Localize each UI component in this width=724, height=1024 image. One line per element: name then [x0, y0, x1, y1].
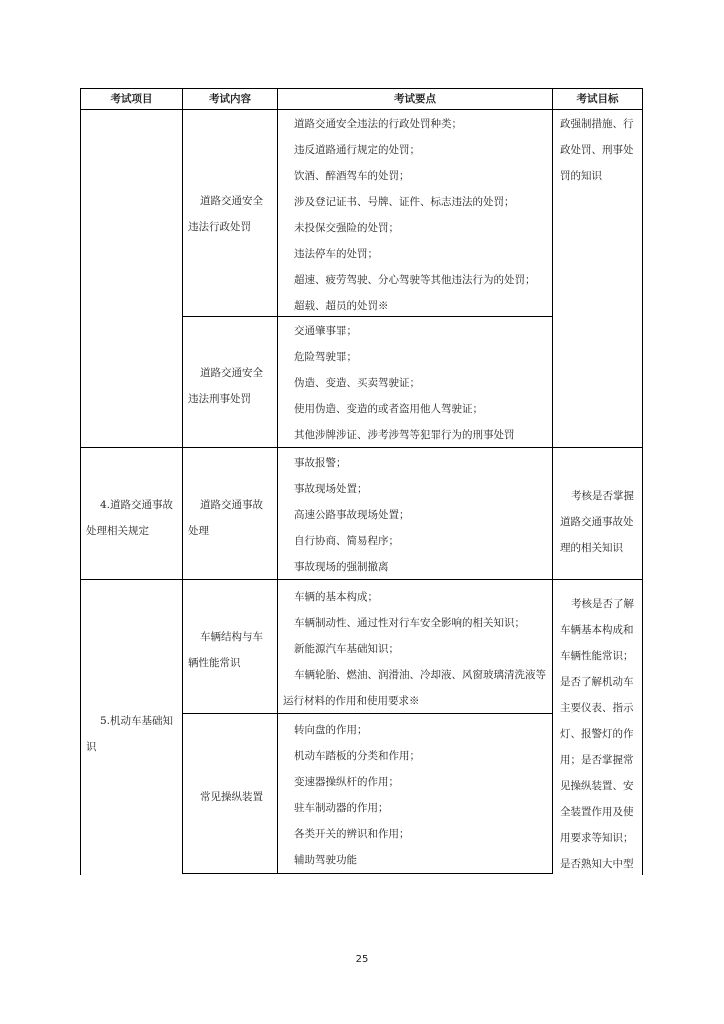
point-line: 事故现场处置；	[294, 483, 368, 495]
point-line: 驻车制动器的作用；	[294, 802, 389, 814]
point-line: 辅助驾驶功能	[294, 854, 357, 866]
point-line: 机动车踏板的分类和作用；	[294, 750, 420, 762]
point-line: 高速公路事故现场处置；	[294, 509, 410, 521]
item-5: 5.机动车基础知识	[86, 715, 174, 753]
point-line: 事故报警；	[294, 457, 347, 469]
point-line: 交通肇事罪；	[294, 325, 357, 337]
column-header-item: 考试项目	[110, 93, 153, 105]
point-line: 饮酒、醉酒驾车的处罚；	[294, 170, 410, 182]
table-line	[277, 88, 278, 874]
page-number: 25	[355, 954, 369, 965]
point-line: 其他涉牌涉证、涉考涉驾等犯罪行为的刑事处罚	[294, 429, 515, 441]
point-line: 变速器操纵杆的作用；	[294, 776, 399, 788]
point-line: 各类开关的辨识和作用；	[294, 828, 410, 840]
table-line	[182, 873, 552, 874]
admin-penalty-content: 道路交通安全违法行政处罚	[188, 195, 263, 233]
point-line: 车辆轮胎、燃油、润滑油、冷却液、风窗玻璃清洗液等运行材料的作用和使用要求※	[283, 669, 546, 707]
content-controls: 常见操纵装置	[200, 791, 263, 803]
point-line: 未投保交强险的处罚；	[294, 222, 399, 234]
goal-block5: 考核是否了解车辆基本构成和车辆性能常识；是否了解机动车主要仪表、指示灯、报警灯的作用；是否掌握常见操纵装置、安全装置作用及使用要求等知识；是否熟知大中型	[560, 598, 634, 870]
table-line	[80, 109, 643, 110]
point-line: 自行协商、简易程序；	[294, 535, 399, 547]
criminal-penalty-content: 道路交通安全违法刑事处罚	[188, 367, 263, 405]
point-line: 事故现场的强制撤离	[294, 561, 389, 573]
point-line: 新能源汽车基础知识；	[294, 643, 399, 655]
point-line: 超载、超员的处罚※	[294, 300, 389, 312]
table-line	[552, 88, 553, 874]
point-line: 涉及登记证书、号牌、证件、标志违法的处罚；	[294, 196, 515, 208]
content-vehicle-structure: 车辆结构与车辆性能常识	[188, 631, 263, 669]
point-line: 危险驾驶罪；	[294, 351, 357, 363]
content-accident-handling: 道路交通事故处理	[188, 499, 263, 537]
point-line: 违法停车的处罚；	[294, 248, 378, 260]
item-4: 4.道路交通事故处理相关规定	[86, 499, 174, 537]
point-line: 车辆的基本构成；	[294, 591, 378, 603]
goal-block1: 政强制措施、行政处罚、刑事处罚的知识	[560, 118, 634, 182]
point-line: 违反道路通行规定的处罚；	[294, 144, 420, 156]
point-line: 道路交通安全违法的行政处罚种类；	[294, 118, 462, 130]
column-header-content: 考试内容	[209, 93, 251, 105]
point-line: 车辆制动性、通过性对行车安全影响的相关知识；	[294, 617, 525, 629]
table-line	[80, 88, 643, 89]
point-line: 伪造、变造、买卖驾驶证；	[294, 377, 420, 389]
table-line	[80, 88, 81, 875]
table-line	[182, 88, 183, 874]
goal-block4: 考核是否掌握道路交通事故处理的相关知识	[560, 490, 634, 554]
column-header-goal: 考试目标	[576, 93, 619, 105]
table-line	[642, 88, 643, 875]
point-line: 超速、疲劳驾驶、分心驾驶等其他违法行为的处罚；	[294, 274, 536, 286]
point-line: 使用伪造、变造的或者盗用他人驾驶证；	[294, 403, 483, 415]
column-header-points: 考试要点	[394, 93, 436, 105]
point-line: 转向盘的作用；	[294, 724, 368, 736]
